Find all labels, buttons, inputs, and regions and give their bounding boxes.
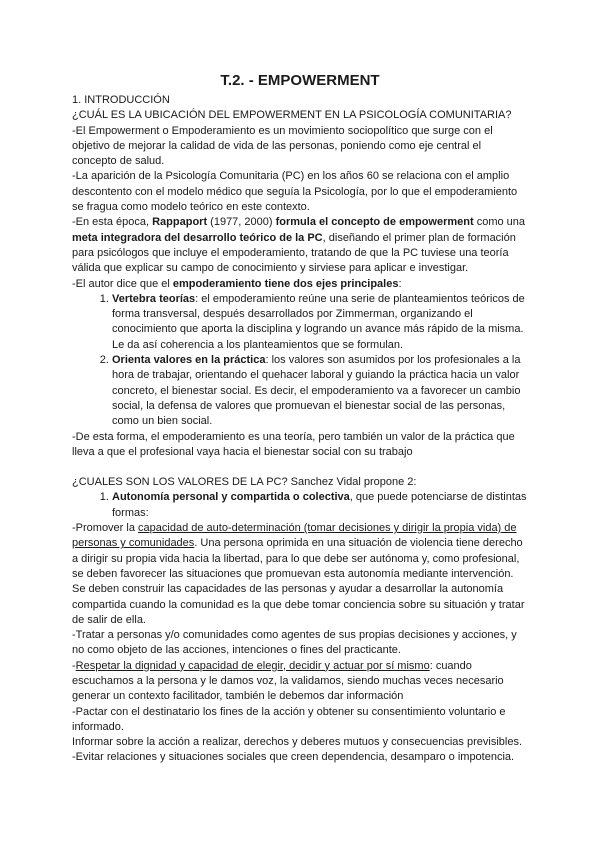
paragraph-informar: Informar sobre la acción a realizar, derechos y deberes mutuos y consecuencias previsibles. (72, 736, 523, 749)
bold-rappaport: Rappaport (152, 216, 208, 229)
bold-formula-concepto: formula el concepto de empowerment (275, 216, 474, 229)
list-item: 1. Autonomía personal y compartida o colectiva, que puede potenciarse de distintas formas: (112, 490, 528, 521)
bold-meta-integradora: meta integradora del desarrollo teórico de la PC (72, 231, 323, 244)
paragraph-rappaport: -En esta época, Rappaport (1977, 2000) formula el concepto de empowerment como una meta integradora del desarrollo teórico de la PC, diseñando el primer plan de formación para psicólogos que incluye el empoderamiento, tratando de que la PC tuviese una teoría válida que explicar su campo de conocimiento y sirviese para aplicar e investigar. (72, 216, 526, 275)
section-question-ubicacion: ¿CUÁL ES LA UBICACIÓN DEL EMPOWERMENT EN LA PSICOLOGÍA COMUNITARIA? (72, 109, 512, 122)
list-item: 2. Orienta valores en la práctica: los valores son asumidos por los profesionales a la hora de trabajar, orientando el quehacer laboral y guiando la práctica hacia un valor concreto, el bienestar social. Es decir, el empoderamiento va a favorecer un cambio social, la defensa de valores que promuevan el bienestar social de las personas, como un bien social. (112, 353, 528, 429)
underlined-capacidad: capacidad de auto-determinación (tomar decisiones y dirigir la propia vida) de personas y comunidades (72, 522, 517, 550)
document-page (72, 72, 528, 766)
section-question-valores: ¿CUALES SON LOS VALORES DE LA PC? Sanchez Vidal propone 2: (72, 476, 417, 489)
valores-list (72, 490, 528, 521)
paragraph-conclusion: -De esta forma, el empoderamiento es una teoría, pero también un valor de la práctica que lleva a que el profesional vaya hacia el bienestar social con su trabajo (72, 430, 515, 458)
paragraph-respetar-dignidad: -Respetar la dignidad y capacidad de elegir, decidir y actuar por sí mismo: cuando escuchamos a la persona y le damos voz, la validamos, siendo muchas veces necesario generar un contexto facilitador, también le debemos dar información (72, 659, 504, 703)
document-title: T.2. - EMPOWERMENT (220, 72, 380, 89)
bold-dos-ejes: empoderamiento tiene dos ejes principales (172, 277, 399, 290)
paragraph-pactar: -Pactar con el destinatario los fines de la acción y obtener su consentimiento voluntario e informado. (72, 705, 506, 733)
paragraph-aparicion-pc: -La aparición de la Psicología Comunitaria (PC) en los años 60 se relaciona con el amplio descontento con el modelo médico que seguía la Psicología, por lo que el empoderamiento se fragua como modelo teórico en este contexto. (72, 170, 518, 214)
spacer (72, 460, 528, 475)
paragraph-promover-autodeterminacion: -Promover la capacidad de auto-determinación (tomar decisiones y dirigir la propia vida) de personas y comunidades. Una persona oprimida en una situación de violencia tiene derecho a dirigir su propia vida hacia la libertad, para lo que debe ser autónoma y, como profesional, se deben favorecer las situaciones que promuevan esta autonomía mediante intervención. Se deben construir las capacidades de las personas y ayudar a desarrollar la autonomía compartida cuando la comunidad es la que debe tomar conciencia sobre su situación y tratar de salir de ella. (72, 522, 525, 626)
list-item: 1. Vertebra teorías: el empoderamiento reúne una serie de planteamientos teóricos de forma transversal, después desarrollados por Zimmerman, organizando el conocimiento que aporta la disciplina y logrando un avance más rápido de la misma. Le da así coherencia a los planteamientos que se formulan. (112, 292, 528, 353)
paragraph-evitar: -Evitar relaciones y situaciones sociales que creen dependencia, desamparo o impotencia. (72, 751, 515, 764)
paragraph-empowerment-definition: -El Empowerment o Empoderamiento es un movimiento sociopolítico que surge con el objetivo de mejorar la calidad de vida de las personas, poniendo como eje central el concepto de salud. (72, 124, 493, 168)
section-heading-introduccion: 1. INTRODUCCIÓN (72, 94, 170, 106)
underlined-respetar: Respetar la dignidad y capacidad de elegir, decidir y actuar por sí mismo (75, 659, 430, 672)
ejes-list (72, 292, 528, 430)
paragraph-dos-ejes: -El autor dice que el empoderamiento tiene dos ejes principales: (72, 277, 402, 290)
paragraph-tratar-agentes: -Tratar a personas y/o comunidades como agentes de sus propias decisiones y acciones, y no como objeto de las acciones, intenciones o fines del practicante. (72, 629, 517, 657)
